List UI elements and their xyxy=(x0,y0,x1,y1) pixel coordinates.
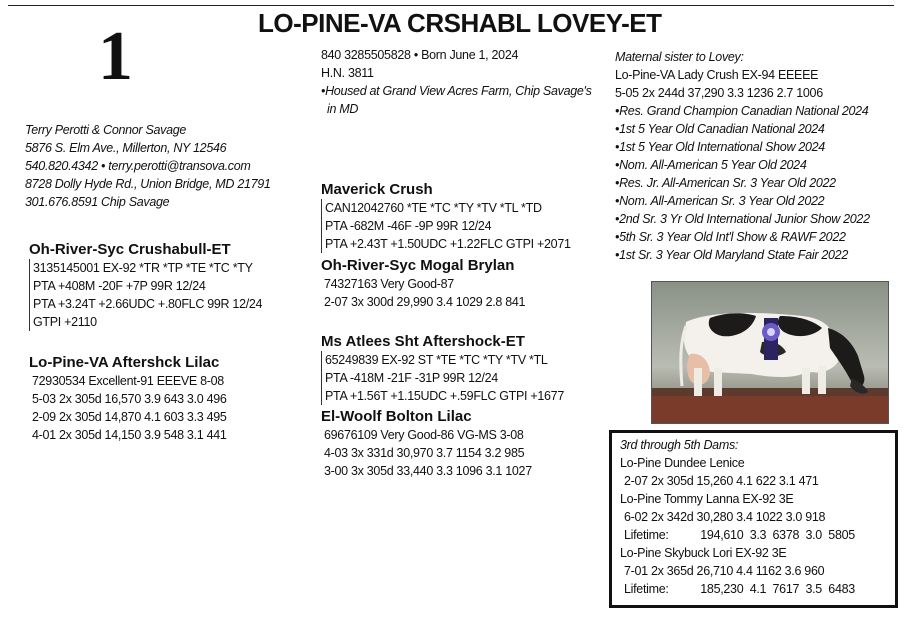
box-dam-name: Lo-Pine Tommy Lanna EX-92 3E xyxy=(620,492,794,506)
page-title: LO-PINE-VA CRSHABL LOVEY-ET xyxy=(258,8,662,38)
box-lifetime: Lifetime: 194,610 3.3 6378 3.0 5805 xyxy=(624,528,855,542)
honor-item: •Nom. All-American 5 Year Old 2024 xyxy=(615,158,807,172)
sires-dam-block xyxy=(321,256,525,311)
box-dam-name: Lo-Pine Dundee Lenice xyxy=(620,456,745,470)
housed-line: •Housed at Grand View Acres Farm, Chip Savage's xyxy=(321,84,592,98)
box-record: 6-02 2x 342d 30,280 3.4 1022 3.0 918 xyxy=(624,510,826,524)
sires-dam-line: 74327163 Very Good-87 xyxy=(324,277,454,291)
lot-number: 1 xyxy=(98,18,133,95)
honor-item: •1st 5 Year Old Canadian National 2024 xyxy=(615,122,825,136)
registration-line: 840 3285505828 • Born June 1, 2024 xyxy=(321,48,519,62)
dams-dam-line: 69676109 Very Good-86 VG-MS 3-08 xyxy=(324,428,524,442)
sire-line: PTA +3.24T +2.66UDC +.80FLC 99R 12/24 xyxy=(33,297,263,311)
herd-number: H.N. 3811 xyxy=(321,66,374,80)
box-record: 2-07 2x 305d 15,260 4.1 622 3.1 471 xyxy=(624,474,819,488)
dam-line: 5-03 2x 305d 16,570 3.9 643 3.0 496 xyxy=(32,392,227,406)
sires-sire-line: CAN12042760 *TE *TC *TY *TV *TL *TD xyxy=(325,201,542,215)
dams-dam-line: 4-03 3x 331d 30,970 3.7 1154 3.2 985 xyxy=(324,446,525,460)
honor-item: •1st 5 Year Old International Show 2024 xyxy=(615,140,825,154)
sires-sire-line: PTA -682M -46F -9P 99R 12/24 xyxy=(325,219,492,233)
honor-item: •Res. Grand Champion Canadian National 2024 xyxy=(615,104,869,118)
consignor-line: 540.820.4342 • terry.perotti@transova.com xyxy=(25,159,251,173)
consignor-line: 301.676.8591 Chip Savage xyxy=(25,195,170,209)
consignor-line: Terry Perotti & Connor Savage xyxy=(25,123,187,137)
maternal-record: 5-05 2x 244d 37,290 3.3 1236 2.7 1006 xyxy=(615,86,823,100)
sire-line: GTPI +2110 xyxy=(33,315,97,329)
cow-photo xyxy=(651,281,889,424)
box-record: 7-01 2x 365d 26,710 4.4 1162 3.6 960 xyxy=(624,564,825,578)
sire-line: 3135145001 EX-92 *TR *TP *TE *TC *TY xyxy=(33,261,253,275)
cow-photo-illustration xyxy=(652,282,888,423)
honor-item: •Res. Jr. All-American Sr. 3 Year Old 2022 xyxy=(615,176,836,190)
sire-block xyxy=(29,240,262,331)
dams-sire-line: PTA -418M -21F -31P 99R 12/24 xyxy=(325,371,498,385)
honor-item: •2nd Sr. 3 Yr Old International Junior Show 2022 xyxy=(615,212,870,226)
sires-dam-line: 2-07 3x 300d 29,990 3.4 1029 2.8 841 xyxy=(324,295,526,309)
dams-sire-line: 65249839 EX-92 ST *TE *TC *TY *TV *TL xyxy=(325,353,548,367)
box-lifetime: Lifetime: 185,230 4.1 7617 3.5 6483 xyxy=(624,582,855,596)
housed-line: in MD xyxy=(327,102,359,116)
maternal-sister-block xyxy=(615,48,870,264)
sires-sire-name: Maverick Crush xyxy=(321,181,433,198)
maternal-heading: Maternal sister to Lovey: xyxy=(615,50,744,64)
dam-line: 4-01 2x 305d 14,150 3.9 548 3.1 441 xyxy=(32,428,227,442)
sires-sire-line: PTA +2.43T +1.50UDC +1.22FLC GTPI +2071 xyxy=(325,237,571,251)
dam-block xyxy=(29,353,227,444)
box-heading: 3rd through 5th Dams: xyxy=(620,438,739,452)
maternal-name: Lo-Pine-VA Lady Crush EX-94 EEEEE xyxy=(615,68,819,82)
box-dam-name: Lo-Pine Skybuck Lori EX-92 3E xyxy=(620,546,787,560)
dams-sire-name: Ms Atlees Sht Aftershock-ET xyxy=(321,333,525,350)
sire-name: Oh-River-Syc Crushabull-ET xyxy=(29,241,231,258)
dam-name: Lo-Pine-VA Aftershck Lilac xyxy=(29,354,220,371)
ancestor-dams-box xyxy=(609,430,898,608)
top-rule xyxy=(8,5,894,6)
ancestor-dams-content xyxy=(612,433,895,598)
consignor-block xyxy=(25,121,271,211)
dams-sire-block xyxy=(321,332,564,405)
dams-dam-block xyxy=(321,407,532,480)
sire-line: PTA +408M -20F +7P 99R 12/24 xyxy=(33,279,206,293)
consignor-line: 8728 Dolly Hyde Rd., Union Bridge, MD 21791 xyxy=(25,177,271,191)
dams-dam-line: 3-00 3x 305d 33,440 3.3 1096 3.1 1027 xyxy=(324,464,532,478)
honor-item: •1st Sr. 3 Year Old Maryland State Fair 2022 xyxy=(615,248,848,262)
consignor-line: 5876 S. Elm Ave., Millerton, NY 12546 xyxy=(25,141,227,155)
sires-sire-block xyxy=(321,180,571,253)
sires-dam-name: Oh-River-Syc Mogal Brylan xyxy=(321,257,515,274)
dam-line: 72930534 Excellent-91 EEEVE 8-08 xyxy=(32,374,224,388)
honor-item: •5th Sr. 3 Year Old Int'l Show & RAWF 2022 xyxy=(615,230,846,244)
animal-info xyxy=(321,46,592,118)
dams-sire-line: PTA +1.56T +1.15UDC +.59FLC GTPI +1677 xyxy=(325,389,564,403)
dam-line: 2-09 2x 305d 14,870 4.1 603 3.3 495 xyxy=(32,410,227,424)
dams-dam-name: El-Woolf Bolton Lilac xyxy=(321,408,472,425)
honor-item: •Nom. All-American Sr. 3 Year Old 2022 xyxy=(615,194,825,208)
